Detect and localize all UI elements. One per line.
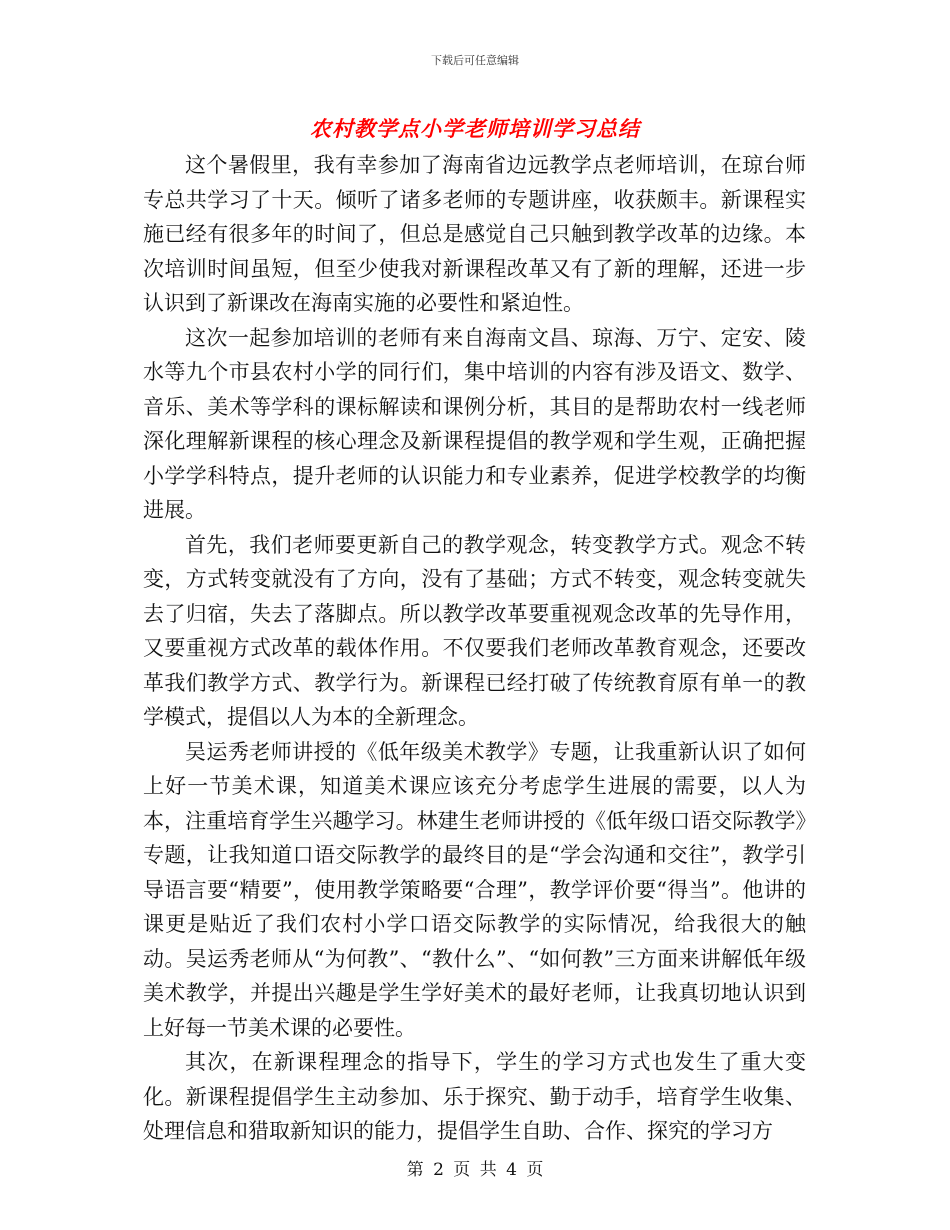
- paragraph: 这个暑假里，我有幸参加了海南省边远教学点老师培训，在琼台师专总共学习了十天。倾听了诸多老师的专题讲座，收获颇丰。新课程实施已经有很多年的时间了，但总是感觉自己只触到教学改革的边缘。本次培训时间虽短，但至少使我对新课程改革又有了新的理解，还进一步认识到了新课改在海南实施的必要性和紧迫性。: [143, 153, 806, 315]
- page-header: 下载后可任意编辑: [431, 54, 519, 67]
- document-body: [143, 148, 806, 1149]
- document-title: 农村教学点小学老师培训学习总结: [310, 117, 640, 141]
- paragraph: 其次，在新课程理念的指导下，学生的学习方式也发生了重大变化。新课程提倡学生主动参加、乐于探究、勤于动手，培育学生收集、处理信息和猎取新知识的能力，提倡学生自助、合作、探究的学习方: [143, 1050, 806, 1143]
- paragraph: 吴运秀老师讲授的《低年级美术教学》专题，让我重新认识了如何上好一节美术课，知道美术课应该充分考虑学生进展的需要，以人为本，注重培育学生兴趣学习。林建生老师讲授的《低年级口语交际教学》专题，让我知道口语交际教学的最终目的是“学会沟通和交往”，教学引导语言要“精要”，使用教学策略要“合理”，教学评价要“得当”。他讲的课更是贴近了我们农村小学口语交际教学的实际情况，给我很大的触动。吴运秀老师从“为何教”、“教什么”、“如何教”三方面来讲解低年级美术教学，并提出兴趣是学生学好美术的最好老师，让我真切地认识到上好每一节美术课的必要性。: [143, 739, 806, 1040]
- paragraph: 首先，我们老师要更新自己的教学观念，转变教学方式。观念不转变，方式转变就没有了方向，没有了基础；方式不转变，观念转变就失去了归宿，失去了落脚点。所以教学改革要重视观念改革的先导作用，又要重视方式改革的载体作用。不仅要我们老师改革教育观念，还要改革我们教学方式、教学行为。新课程已经打破了传统教育原有单一的教学模式，提倡以人为本的全新理念。: [143, 532, 806, 729]
- page-number: 第 2 页 共 4 页: [406, 1160, 544, 1180]
- paragraph: 这次一起参加培训的老师有来自海南文昌、琼海、万宁、定安、陵水等九个市县农村小学的同行们，集中培训的内容有涉及语文、数学、音乐、美术等学科的课标解读和课例分析，其目的是帮助农村一线老师深化理解新课程的核心理念及新课程提倡的教学观和学生观，正确把握小学学科特点，提升老师的认识能力和专业素养，促进学校教学的均衡进展。: [143, 325, 806, 522]
